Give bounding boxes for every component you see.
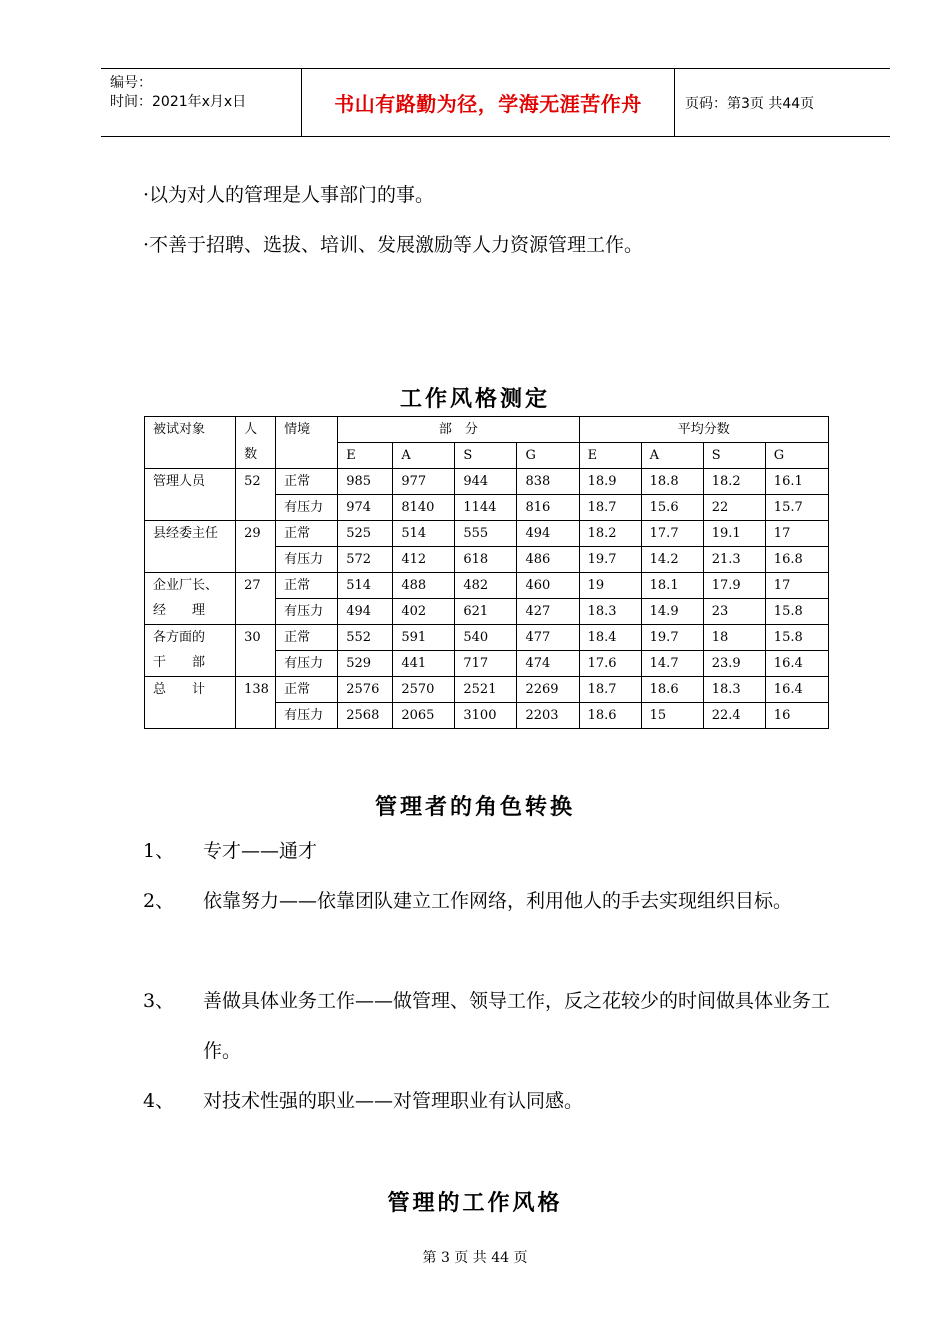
header-count: 人 数 bbox=[236, 417, 276, 469]
table-header-row bbox=[145, 417, 829, 443]
col-header: E bbox=[579, 443, 641, 469]
header-subject: 被试对象 bbox=[145, 417, 236, 469]
value-cell: 618 bbox=[455, 547, 517, 573]
subject-cell: 县经委主任 bbox=[145, 521, 236, 573]
col-header: E bbox=[338, 443, 393, 469]
value-cell: 18.6 bbox=[579, 703, 641, 729]
value-cell: 944 bbox=[455, 469, 517, 495]
situation-cell: 有压力 bbox=[276, 651, 338, 677]
value-cell: 482 bbox=[455, 573, 517, 599]
value-cell: 2576 bbox=[338, 677, 393, 703]
value-cell: 3100 bbox=[455, 703, 517, 729]
value-cell: 14.7 bbox=[641, 651, 703, 677]
list-number: 2、 bbox=[143, 890, 175, 912]
value-cell: 19.1 bbox=[703, 521, 765, 547]
table-row bbox=[145, 625, 829, 651]
value-cell: 18.3 bbox=[703, 677, 765, 703]
value-cell: 19 bbox=[579, 573, 641, 599]
header-part: 部 分 bbox=[338, 417, 579, 443]
col-header: G bbox=[517, 443, 579, 469]
value-cell: 2203 bbox=[517, 703, 579, 729]
value-cell: 15.8 bbox=[765, 599, 828, 625]
value-cell: 488 bbox=[393, 573, 455, 599]
list-text: 专才——通才 bbox=[203, 840, 318, 862]
value-cell: 441 bbox=[393, 651, 455, 677]
value-cell: 16.4 bbox=[765, 651, 828, 677]
subject-cell: 管理人员 bbox=[145, 469, 236, 521]
value-cell: 494 bbox=[338, 599, 393, 625]
value-cell: 572 bbox=[338, 547, 393, 573]
table-row bbox=[145, 469, 829, 495]
value-cell: 16.4 bbox=[765, 677, 828, 703]
value-cell: 18.8 bbox=[641, 469, 703, 495]
header-motto: 书山有路勤为径，学海无涯苦作舟 bbox=[334, 92, 642, 116]
col-header: G bbox=[765, 443, 828, 469]
situation-cell: 有压力 bbox=[276, 495, 338, 521]
situation-cell: 有压力 bbox=[276, 547, 338, 573]
count-cell: 52 bbox=[236, 469, 276, 521]
page-footer: 第 3 页 共 44 页 bbox=[422, 1250, 528, 1266]
value-cell: 16 bbox=[765, 703, 828, 729]
list-text: 对技术性强的职业——对管理职业有认同感。 bbox=[203, 1090, 584, 1112]
value-cell: 985 bbox=[338, 469, 393, 495]
col-header: S bbox=[703, 443, 765, 469]
value-cell: 555 bbox=[455, 521, 517, 547]
list-number: 3、 bbox=[143, 990, 175, 1012]
value-cell: 18.7 bbox=[579, 495, 641, 521]
value-cell: 494 bbox=[517, 521, 579, 547]
situation-cell: 正常 bbox=[276, 469, 338, 495]
value-cell: 2570 bbox=[393, 677, 455, 703]
subject-cell: 各方面的 干 部 bbox=[145, 625, 236, 677]
value-cell: 21.3 bbox=[703, 547, 765, 573]
value-cell: 2568 bbox=[338, 703, 393, 729]
value-cell: 477 bbox=[517, 625, 579, 651]
value-cell: 486 bbox=[517, 547, 579, 573]
value-cell: 460 bbox=[517, 573, 579, 599]
value-cell: 18.9 bbox=[579, 469, 641, 495]
list-number: 1、 bbox=[143, 840, 175, 862]
count-cell: 138 bbox=[236, 677, 276, 729]
value-cell: 427 bbox=[517, 599, 579, 625]
value-cell: 15 bbox=[641, 703, 703, 729]
situation-cell: 正常 bbox=[276, 573, 338, 599]
header-page-info: 页码：第3页 共44页 bbox=[685, 95, 815, 112]
doc-number-label: 编号： bbox=[110, 75, 152, 91]
value-cell: 2065 bbox=[393, 703, 455, 729]
value-cell: 14.9 bbox=[641, 599, 703, 625]
header-motto-cell bbox=[302, 69, 675, 136]
value-cell: 18.2 bbox=[703, 469, 765, 495]
count-cell: 30 bbox=[236, 625, 276, 677]
list-number: 4、 bbox=[143, 1090, 175, 1112]
header-meta bbox=[101, 69, 302, 136]
list-text: 依靠努力——依靠团队建立工作网络，利用他人的手去实现组织目标。 bbox=[203, 890, 793, 912]
value-cell: 8140 bbox=[393, 495, 455, 521]
value-cell: 15.7 bbox=[765, 495, 828, 521]
value-cell: 2269 bbox=[517, 677, 579, 703]
value-cell: 17.6 bbox=[579, 651, 641, 677]
value-cell: 16.8 bbox=[765, 547, 828, 573]
value-cell: 717 bbox=[455, 651, 517, 677]
value-cell: 17.9 bbox=[703, 573, 765, 599]
header-average: 平均分数 bbox=[579, 417, 828, 443]
section-title-role-transition: 管理者的角色转换 bbox=[374, 795, 575, 820]
header-page-cell bbox=[675, 69, 890, 136]
situation-cell: 有压力 bbox=[276, 599, 338, 625]
value-cell: 514 bbox=[338, 573, 393, 599]
value-cell: 529 bbox=[338, 651, 393, 677]
work-style-table bbox=[144, 416, 829, 729]
table-row bbox=[145, 677, 829, 703]
situation-cell: 正常 bbox=[276, 677, 338, 703]
bullet-item: ·不善于招聘、选拔、培训、发展激励等人力资源管理工作。 bbox=[143, 234, 644, 256]
situation-cell: 有压力 bbox=[276, 703, 338, 729]
value-cell: 17 bbox=[765, 573, 828, 599]
value-cell: 16.1 bbox=[765, 469, 828, 495]
value-cell: 17.7 bbox=[641, 521, 703, 547]
value-cell: 18.6 bbox=[641, 677, 703, 703]
value-cell: 402 bbox=[393, 599, 455, 625]
value-cell: 23 bbox=[703, 599, 765, 625]
situation-cell: 正常 bbox=[276, 625, 338, 651]
value-cell: 22.4 bbox=[703, 703, 765, 729]
count-cell: 27 bbox=[236, 573, 276, 625]
section-title-work-style-test: 工作风格测定 bbox=[399, 387, 550, 412]
value-cell: 18.3 bbox=[579, 599, 641, 625]
value-cell: 2521 bbox=[455, 677, 517, 703]
value-cell: 18.2 bbox=[579, 521, 641, 547]
value-cell: 412 bbox=[393, 547, 455, 573]
value-cell: 621 bbox=[455, 599, 517, 625]
col-header: S bbox=[455, 443, 517, 469]
situation-cell: 正常 bbox=[276, 521, 338, 547]
header-situation: 情境 bbox=[276, 417, 338, 469]
value-cell: 474 bbox=[517, 651, 579, 677]
page-header bbox=[101, 68, 890, 137]
value-cell: 22 bbox=[703, 495, 765, 521]
value-cell: 977 bbox=[393, 469, 455, 495]
value-cell: 838 bbox=[517, 469, 579, 495]
subject-cell: 总 计 bbox=[145, 677, 236, 729]
value-cell: 14.2 bbox=[641, 547, 703, 573]
value-cell: 1144 bbox=[455, 495, 517, 521]
value-cell: 23.9 bbox=[703, 651, 765, 677]
value-cell: 19.7 bbox=[579, 547, 641, 573]
value-cell: 974 bbox=[338, 495, 393, 521]
col-header: A bbox=[641, 443, 703, 469]
value-cell: 816 bbox=[517, 495, 579, 521]
value-cell: 552 bbox=[338, 625, 393, 651]
bullet-item: ·以为对人的管理是人事部门的事。 bbox=[143, 184, 435, 206]
value-cell: 17 bbox=[765, 521, 828, 547]
col-header: A bbox=[393, 443, 455, 469]
value-cell: 514 bbox=[393, 521, 455, 547]
table-row bbox=[145, 521, 829, 547]
count-cell: 29 bbox=[236, 521, 276, 573]
value-cell: 525 bbox=[338, 521, 393, 547]
doc-time-label: 时间：2021年x月x日 bbox=[110, 94, 247, 110]
value-cell: 540 bbox=[455, 625, 517, 651]
value-cell: 18.1 bbox=[641, 573, 703, 599]
value-cell: 18 bbox=[703, 625, 765, 651]
table-row bbox=[145, 573, 829, 599]
value-cell: 15.8 bbox=[765, 625, 828, 651]
section-title-management-work-style: 管理的工作风格 bbox=[387, 1191, 563, 1216]
subject-cell: 企业厂长、 经 理 bbox=[145, 573, 236, 625]
value-cell: 18.7 bbox=[579, 677, 641, 703]
value-cell: 591 bbox=[393, 625, 455, 651]
value-cell: 15.6 bbox=[641, 495, 703, 521]
value-cell: 19.7 bbox=[641, 625, 703, 651]
value-cell: 18.4 bbox=[579, 625, 641, 651]
list-text: 善做具体业务工作——做管理、领导工作，反之花较少的时间做具体业务工作。 bbox=[203, 990, 831, 1062]
